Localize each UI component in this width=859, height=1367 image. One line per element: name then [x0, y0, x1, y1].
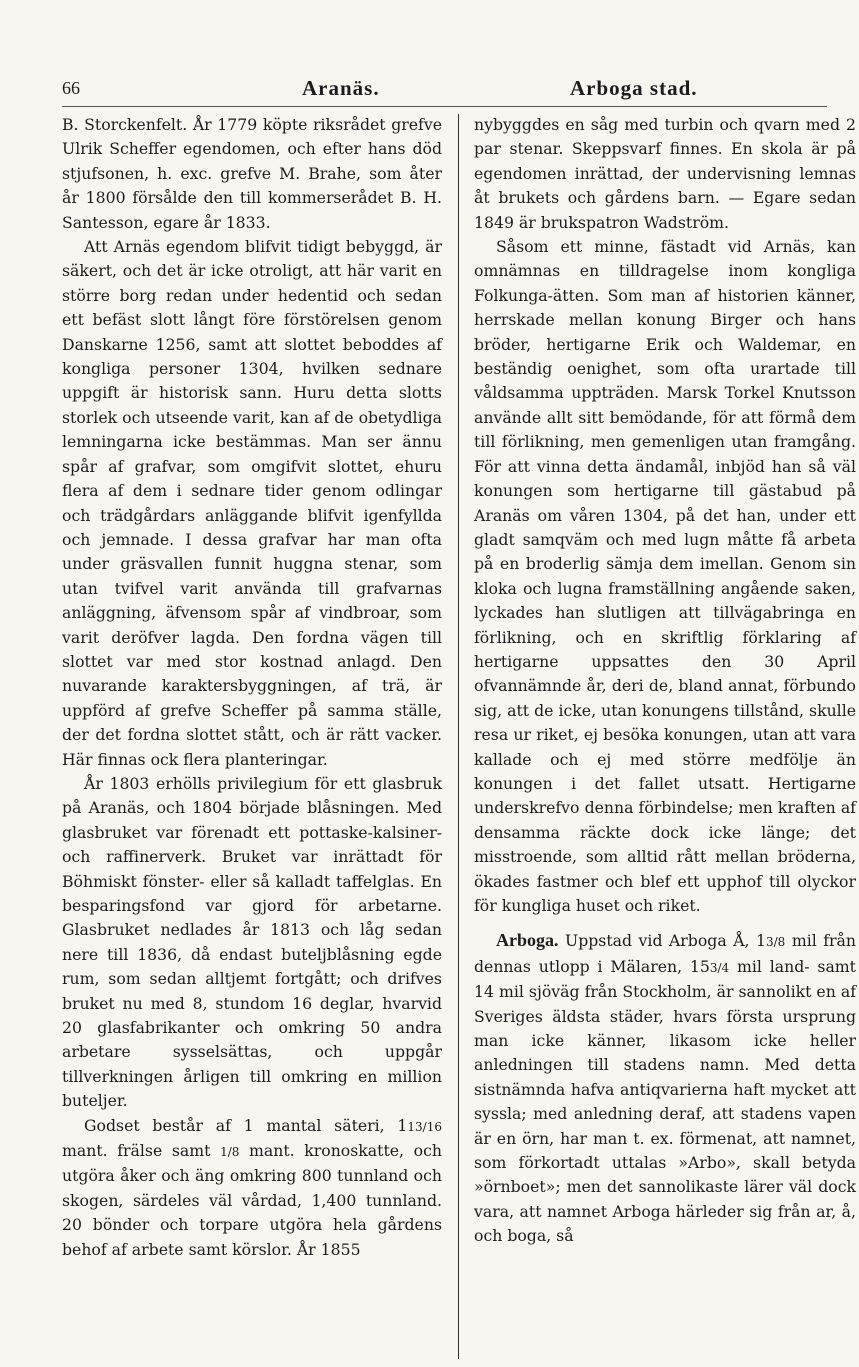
running-head-right: Arboga stad. [570, 76, 698, 100]
header-rule [62, 106, 827, 107]
text-run: mil från dennas utlopp i Mälaren, 15 [474, 931, 856, 976]
paragraph: År 1803 erhölls privilegium för ett glasbruk på Aranäs, och 1804 började blåsningen. Med glasbruket var förenadt ett pottaske-kalsiner- och raffinerverk. Bruket var inrättadt för Böhmiskt fönster- eller så kalladt taffelglas. En besparingsfond var gjord för arbetarne. Glasbruket nedlades år 1813 och låg sedan nere till 1836, då endast buteljblåsning egde rum, som sedan alltjemt fortgått; och drifves bruket nu med 8, stundom 16 deglar, hvarvid 20 glasfabrikanter och omkring 50 andra arbetare sysselsättas, och uppgår tillverkningen årligen till omkring en million buteljer. [62, 773, 442, 1111]
page-number: 66 [62, 78, 80, 98]
running-head-left: Aranäs. [302, 76, 380, 100]
paragraph: B. Storckenfelt. År 1779 köpte riksrådet grefve Ulrik Scheffer egendomen, och efter hans död stjufsonen, h. exc. grefve M. Brahe, som åter år 1800 försålde den till kommerserådet B. H. Santesson, egare år 1833. [62, 115, 442, 232]
text-run: Godset består af 1 mantal säteri, 1 [84, 1115, 408, 1135]
fraction: 3/8 [766, 935, 786, 950]
column-divider [458, 114, 459, 1359]
fraction: 1/8 [220, 1145, 240, 1160]
paragraph: Såsom ett minne, fästadt vid Arnäs, kan omnämnas en tilldragelse inom kongliga Folkunga-ätten. Som man af historien känner, herrskade mellan konung Birger och hans bröder, hertigarne Erik och Waldemar, en beständig oenighet, som ofta urartade till våldsamma uppträden. Marsk Torkel Knutsson använde allt sitt bemödande, för att förmå dem till förlikning, men gemenligen utan framgång. För att vinna detta ändamål, inbjöd han så väl konungen som hertigarne till gästabud på Aranäs om våren 1304, på det han, under ett gladt samqväm och med lugn måtte få arbeta på en broderlig sämja dem imellan. Genom sin kloka och lugna framställning angående saken, lyckades han slutligen att tillvägabringa en förlikning, och en skriftlig förklaring af hertigarne uppsattes den 30 April ofvannämnde år, deri de, bland annat, förbundo sig, att de icke, utan konungens tillstånd, skulle resa ur riket, ej besöka konungen, utan att vara kallade och ej med större medfölje än konungen i det fallet utsatt. Hertigarne underskrefvo denna förbindelse; men kraften af densamma räckte dock icke länge; det misstroende, som alltid rått mellan bröderna, ökades fastmer och blef ett upphof till olyckor för kungliga huset och riket. [474, 237, 856, 915]
section-title: Arboga. [496, 930, 559, 951]
paragraph [474, 928, 856, 1248]
paragraph: nybyggdes en såg med turbin och qvarn med 2 par stenar. Skeppsvarf finnes. En skola är på egendomen inrättad, der undervisning lemnas åt brukets och gårdens barn. — Egare sedan 1849 är brukspatron Wadström. [474, 115, 856, 232]
paragraph [62, 1114, 442, 1262]
text-run: mil land- samt 14 mil sjöväg från Stockholm, är sannolikt en af Sveriges äldsta städer, hvars första ursprung man icke känner, likasom icke heller anledningen till stadens namn. Med detta sistnämnda hafva antiqvarierna haft mycket att syssla; med anledning deraf, att stadens vapen är en örn, har man t. ex. förmenat, att namnet, som förkortadt uttalas »Arbo», skall betyda »örnboet»; men det sannolikaste lärer väl dock vara, att namnet Arboga härleder sig från ar, å, och boga, så [474, 956, 856, 1246]
paragraph: Att Arnäs egendom blifvit tidigt bebyggd, är säkert, och det är icke otroligt, att här varit en större borg redan under hedentid och sedan ett befäst slott långt före förstörelsen genom Danskarne 1256, samt att slottet beboddes af kongliga personer 1304, hvilken sednare uppgift är historisk sann. Huru detta slotts storlek och utseende varit, kan af de obetydliga lemningarna icke bestämmas. Man ser ännu spår af grafvar, som omgifvit slottet, ehuru flera af dem i sednare tider genom odlingar och trädgårdars anläggande blifvit igenfyllda och jemnade. I dessa grafvar har man ofta under gräsvallen funnit huggna stenar, som utan tvifvel varit använda till grafvarnas anläggning, äfvensom spår af vindbroar, som varit deröfver lagda. Den fordna vägen till slottet var med stor kostnad anlagd. Den nuvarande karaktersbyggningen, af trä, är uppförd af grefve Scheffer på samma ställe, der det fordna slottet stått, och är rätt vacker. Här finnas ock flera planteringar. [62, 237, 442, 769]
fraction: 13/16 [407, 1119, 442, 1134]
text-run: Uppstad vid Arboga Å, 1 [558, 931, 766, 951]
text-run: mant. frälse samt [62, 1141, 221, 1161]
text-run: mant. kronoskatte, och utgöra åker och äng omkring 800 tunnland och skogen, särdeles väl vårdad, 1,400 tunnland. 20 bönder och torpare utgöra hela gårdens behof af arbete samt körslor. År 1855 [62, 1141, 442, 1259]
fraction: 3/4 [709, 960, 730, 975]
left-column [62, 113, 442, 1262]
right-column [474, 113, 856, 1249]
page-header [62, 78, 827, 104]
